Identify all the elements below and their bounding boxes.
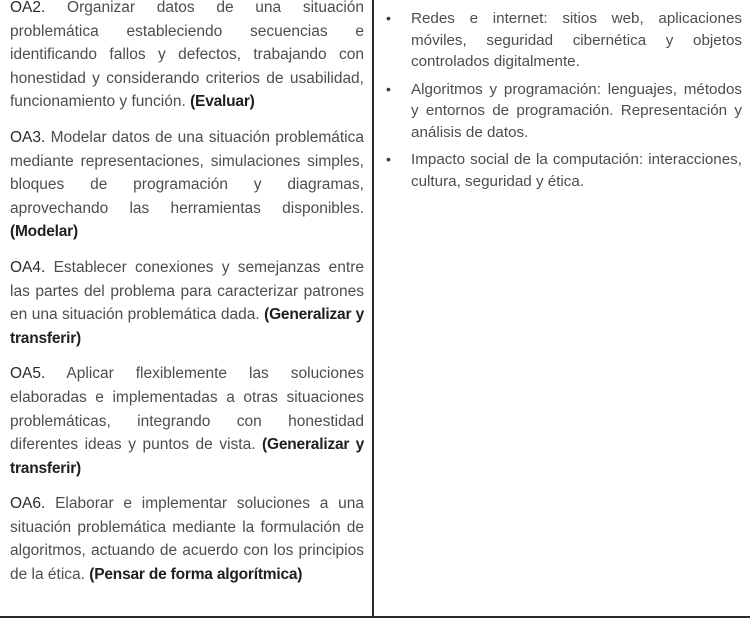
- topic-text: Algoritmos y programación: lenguajes, métodos y entornos de programación. Representación y análisis de datos.: [411, 80, 742, 141]
- objective-text: Aplicar flexiblemente las soluciones elaboradas e implementadas a otras situaciones problemáticas, integrando con honestidad diferentes ideas y puntos de vista.: [10, 365, 364, 454]
- objective-oa4: [10, 256, 364, 350]
- objective-oa2: [10, 0, 364, 114]
- bullet-icon: •: [386, 151, 391, 167]
- objective-text: Elaborar e implementar soluciones a una situación problemática mediante la formulación de algoritmos, actuando de acuerdo con los principios de la ética.: [10, 495, 364, 584]
- topic-text: Impacto social de la computación: interacciones, cultura, seguridad y ética.: [411, 151, 742, 190]
- objectives-column: [0, 0, 374, 616]
- bullet-icon: •: [386, 10, 391, 26]
- objective-skill: (Evaluar): [190, 93, 255, 111]
- objective-skill: (Generalizar y transferir): [10, 306, 364, 347]
- objective-code: OA2.: [10, 0, 46, 16]
- objective-oa3: [10, 126, 364, 244]
- objective-oa5: [10, 362, 364, 480]
- objective-skill: (Modelar): [10, 223, 78, 241]
- list-item: [384, 149, 742, 192]
- topics-column: [374, 0, 750, 616]
- list-item: [384, 8, 742, 73]
- objective-text: Establecer conexiones y semejanzas entre las partes del problema para caracterizar patrones en una situación problemática dada.: [10, 258, 364, 324]
- objective-code: OA5.: [10, 365, 46, 383]
- objective-code: OA4.: [10, 258, 46, 276]
- objective-skill: (Pensar de forma algorítmica): [89, 566, 303, 584]
- objective-oa6: [10, 492, 364, 586]
- objective-code: OA6.: [10, 495, 46, 513]
- objective-text: Organizar datos de una situación problemática estableciendo secuencias e identificando fallos y defectos, trabajando con honestidad y considerando criterios de usabilidad, funcionamiento y función.: [10, 0, 364, 111]
- objective-skill: (Generalizar y transferir): [10, 436, 364, 477]
- objective-code: OA3.: [10, 128, 46, 146]
- list-item: [384, 79, 742, 144]
- bullet-icon: •: [386, 80, 391, 97]
- topics-list: [384, 8, 742, 192]
- objective-text: Modelar datos de una situación problemática mediante representaciones, simulaciones simples, bloques de programación y diagramas, aprovechando las herramientas disponibles.: [10, 128, 364, 217]
- topic-text: Redes e internet: sitios web, aplicaciones móviles, seguridad cibernética y objetos controlados digitalmente.: [411, 10, 742, 70]
